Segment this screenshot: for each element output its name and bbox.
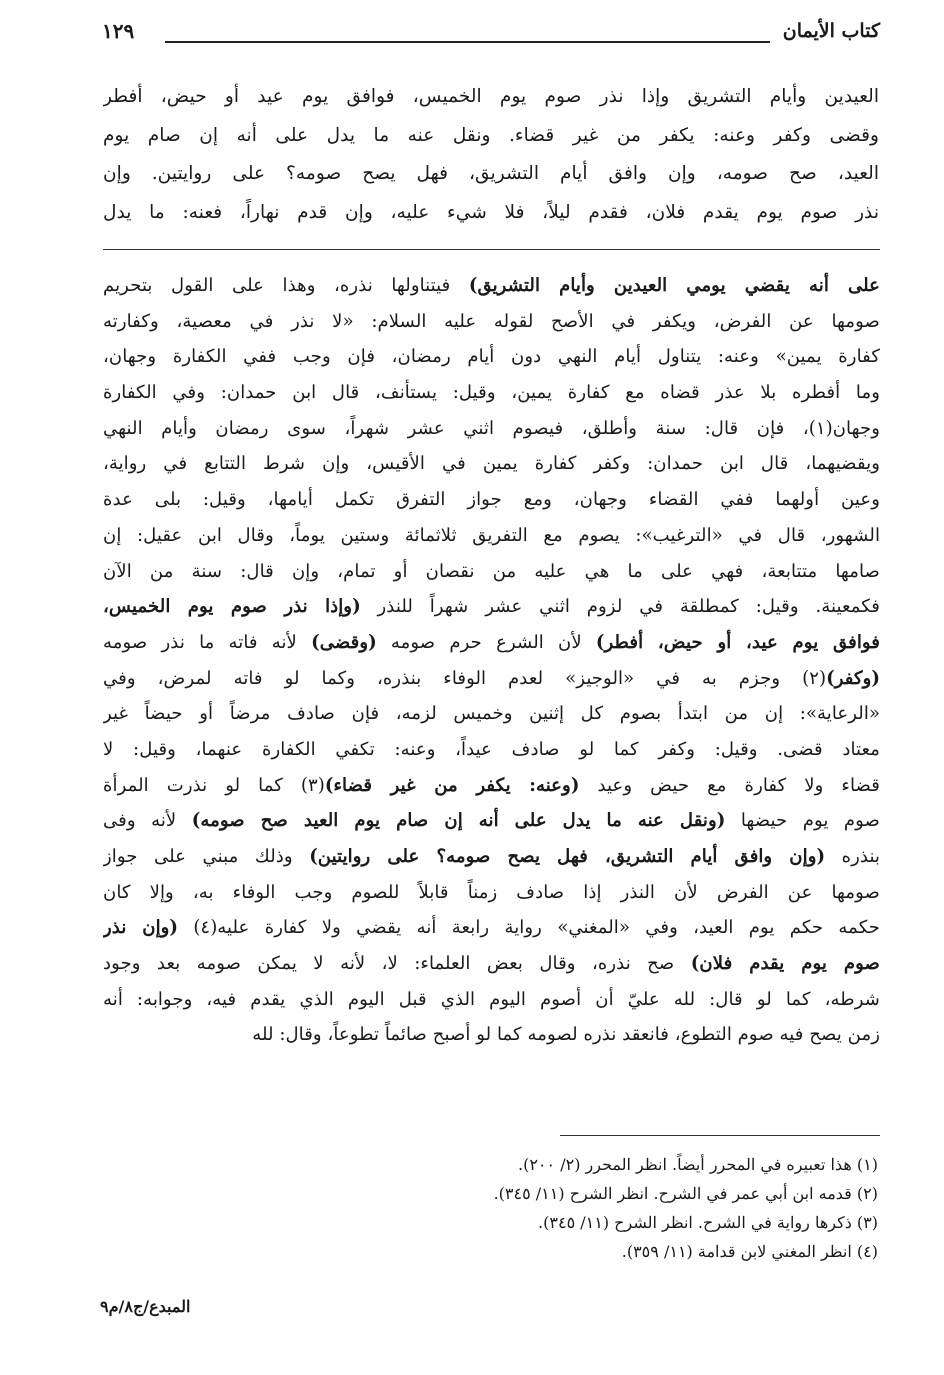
commentary-line <box>103 482 880 518</box>
commentary-segment: وجهان(١)، فإن قال: سنة وأطلق، فيصوم اثني عشر شهراً، سوى رمضان وأيام النهي <box>103 417 880 439</box>
commentary-segment: لأن الشرع حرم صومه <box>376 631 596 653</box>
commentary-line <box>103 339 880 375</box>
header-rule <box>165 41 770 43</box>
commentary-line <box>103 661 880 697</box>
quoted-matn-segment: (وإن نذر <box>103 917 179 939</box>
commentary-segment: (٣) كما لو نذرت المرأة <box>103 774 325 796</box>
commentary-segment: وذلك مبني على جواز <box>103 846 310 867</box>
commentary-segment: «الرعاية»: إن من ابتدأ بصوم كل إثنين وخميس لزمه، فإن صادف مرضاً أو حيضاً غير <box>103 703 880 725</box>
quoted-matn-segment: (وقضى) <box>311 631 377 653</box>
commentary-line <box>103 375 880 411</box>
commentary-line <box>103 446 880 482</box>
commentary-line <box>103 910 880 946</box>
quoted-matn-segment: (وكفر) <box>826 667 880 689</box>
book-title: كتاب الأيمان <box>782 20 880 42</box>
commentary-line <box>103 554 880 590</box>
commentary-line <box>103 982 880 1018</box>
footnote: (٢) قدمه ابن أبي عمر في الشرح. انظر الشرح (١١/ ٣٤٥). <box>493 1184 878 1203</box>
quoted-matn-segment: (ونقل عنه ما يدل على أنه إن صام يوم العيد صح صومه) <box>191 810 726 832</box>
commentary-line <box>103 803 880 839</box>
commentary-segment: صوم يوم حيضها <box>725 810 880 832</box>
commentary-line <box>103 768 880 804</box>
quoted-matn-segment: (وعنه: يكفر من غير قضاء) <box>324 774 580 796</box>
commentary-line <box>103 304 880 340</box>
commentary-segment: زمن يصح فيه صوم التطوع، فانعقد نذره لصومه كما لو أصبح صائماً تطوعاً، وقال: لله <box>252 1024 880 1046</box>
commentary-line <box>103 268 880 304</box>
main-text-line: نذر صوم يوم يقدم فلان، فقدم ليلاً، فلا شيء عليه، وإن قدم نهاراً، فعنه: ما يدل <box>103 201 879 223</box>
commentary-text <box>103 268 880 1053</box>
quoted-matn-segment: (وإذا نذر صوم يوم الخميس، <box>103 596 361 618</box>
commentary-line <box>103 839 880 875</box>
commentary-segment: بنذره <box>825 846 880 867</box>
footnote-rule <box>560 1135 880 1136</box>
commentary-segment: معتاد قضى. وقيل: وكفر كما لو صادف عيداً، وعنه: تكفي الكفارة عنهما، وقيل: لا <box>103 738 880 760</box>
commentary-segment: حكمه حكم يوم العيد، وفي «المغني» رواية رابعة أنه يقضي ولا كفارة عليه(٤) <box>178 917 880 939</box>
commentary-line <box>103 696 880 732</box>
commentary-segment: وما أفطره بلا عذر قضاه مع كفارة يمين، وقيل: يستأنف، قال ابن حمدان: وفي الكفارة <box>103 382 880 404</box>
commentary-segment: لأنه فاته ما نذر صومه <box>103 631 312 653</box>
commentary-segment: كفارة يمين» وعنه: يتناول أيام النهي دون أيام رمضان، فإن وجب ففي الكفارة وجهان، <box>103 346 880 368</box>
commentary-segment: الشهور، قال في «الترغيب»: يصوم مع التفريق ثلاثمائة وستين يوماً، وقال ابن عقيل: إن <box>103 524 880 546</box>
main-text-line: وقضى وكفر وعنه: يكفر من غير قضاء. ونقل عنه ما يدل على أنه إن صام يوم <box>103 124 879 146</box>
printer-signature: المبدع/ج٨/م٩ <box>100 1297 191 1316</box>
main-text-line: العيد، صح صومه، وإن وافق أيام التشريق، فهل يصح صومه؟ على روايتين. وإن <box>103 163 879 184</box>
commentary-line <box>103 1017 880 1053</box>
commentary-segment: ويقضيهما، قال ابن حمدان: وكفر كفارة يمين في الأقيس، وإن شرط التتابع في رواية، <box>103 453 880 475</box>
commentary-segment: صومها عن الفرض، ويكفر في الأصح لقوله عليه السلام: «لا نذر في معصية، وكفارته <box>103 310 880 332</box>
quoted-matn-segment: على أنه يقضي يومي العيدين وأيام التشريق) <box>468 275 880 296</box>
commentary-line <box>103 732 880 768</box>
separator-rule <box>103 249 880 250</box>
commentary-segment: صامها متتابعة، فهي على ما هي عليه من نقصان أو تمام، وإن قال: سنة من الآن <box>103 560 880 582</box>
commentary-line <box>103 518 880 554</box>
commentary-segment: شرطه، كما لو قال: لله عليّ أن أصوم اليوم الذي قبل اليوم الذي يقدم فيه، وجوابه: أنه <box>103 988 880 1010</box>
commentary-line <box>103 875 880 911</box>
commentary-segment: صح نذره، وقال بعض العلماء: لا، لأنه لا يمكن صومه بعد وجود <box>103 953 691 975</box>
commentary-segment: فكمعينة. وقيل: كمطلقة في لزوم اثني عشر شهراً للنذر <box>360 596 880 618</box>
commentary-segment: لأنه وفى <box>103 810 192 832</box>
commentary-segment: فيتناولها نذره، وهذا على القول بتحريم <box>103 275 469 296</box>
footnote: (٣) ذكرها رواية في الشرح. انظر الشرح (١١/ ٣٤٥). <box>538 1213 878 1232</box>
main-text <box>103 78 879 232</box>
commentary-segment: وعين أولهما ففي القضاء وجهان، ومع جواز التفرق تكمل أيامها، وقيل: بلى عدة <box>103 489 880 511</box>
commentary-line <box>103 946 880 982</box>
quoted-matn-segment: صوم يوم يقدم فلان) <box>690 953 880 975</box>
commentary-segment: صومها عن الفرض لأن النذر إذا صادف زمناً قابلاً للصوم وجب الوفاء به، وإلا كان <box>103 881 880 903</box>
footnotes <box>300 1150 878 1266</box>
quoted-matn-segment: فوافق يوم عيد، أو حيض، أفطر) <box>595 631 880 653</box>
commentary-line <box>103 589 880 625</box>
commentary-line <box>103 411 880 447</box>
footnote: (١) هذا تعبيره في المحرر أيضاً. انظر المحرر (٢/ ٢٠٠). <box>518 1155 878 1174</box>
footnote: (٤) انظر المغني لابن قدامة (١١/ ٣٥٩). <box>621 1242 878 1261</box>
main-text-line: العيدين وأيام التشريق وإذا نذر صوم يوم الخميس، فوافق يوم عيد أو حيض، أفطر <box>103 86 879 107</box>
page-number: ١٢٩ <box>102 19 135 43</box>
commentary-line <box>103 625 880 661</box>
commentary-segment: (٢) وجزم به في «الوجيز» لعدم الوفاء بنذره، وكما لو فاته لمرض، وفي <box>103 667 827 689</box>
commentary-segment: قضاء ولا كفارة مع حيض وعيد <box>579 774 880 796</box>
quoted-matn-segment: (وإن وافق أيام التشريق، فهل يصح صومه؟ على روايتين) <box>309 846 826 867</box>
